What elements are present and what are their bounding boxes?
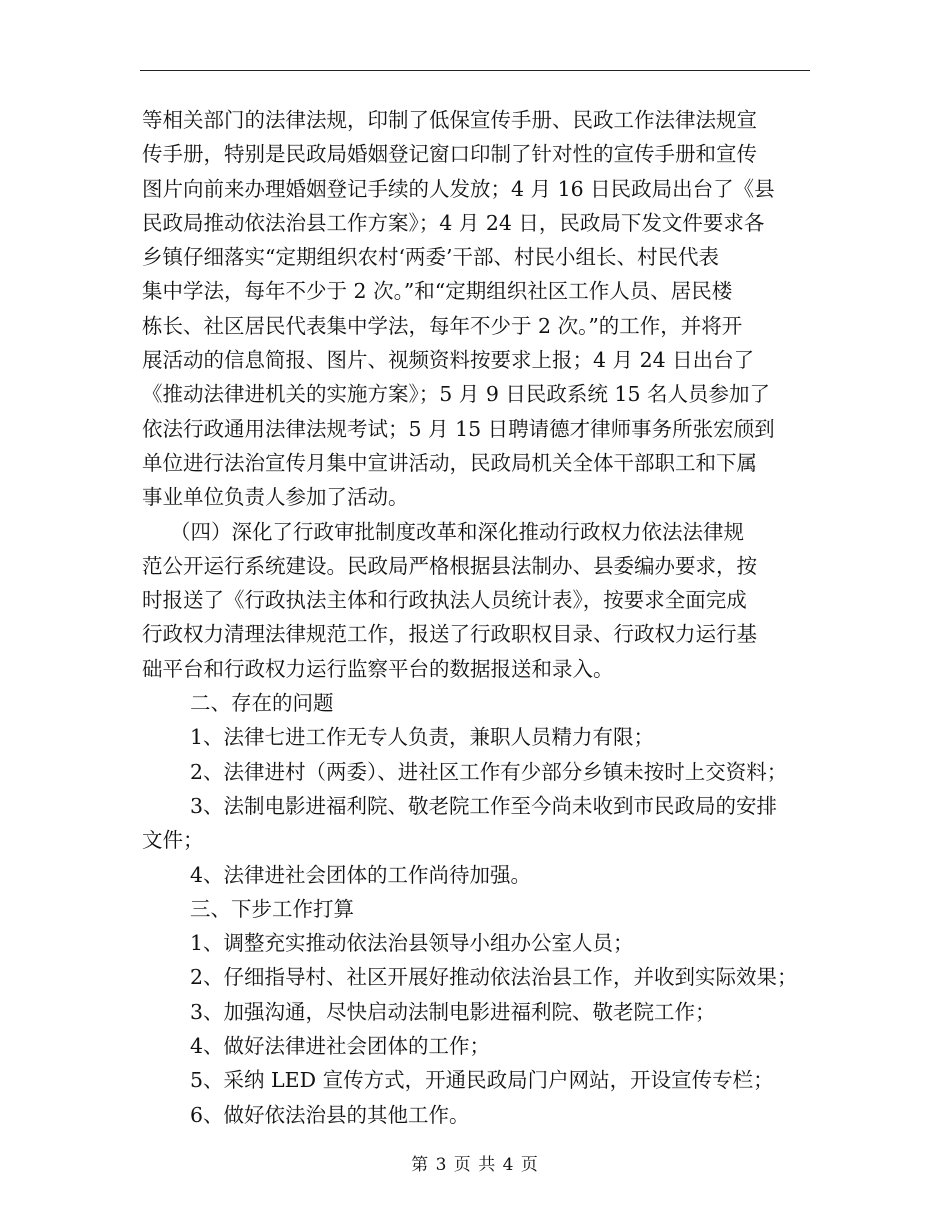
text-line: 3、加强沟通，尽快启动法制电影进福利院、敬老院工作； <box>190 999 716 1024</box>
text-line: 事业单位负责人参加了活动。 <box>142 485 409 510</box>
text-line: 单位进行法治宣传月集中宣讲活动，民政局机关全体干部职工和下属 <box>142 450 757 475</box>
text-line: 传手册，特别是民政局婚姻登记窗口印制了针对性的宣传手册和宣传 <box>142 142 757 167</box>
text-line: 5、采纳 LED 宣传方式，开通民政局门户网站，开设宣传专栏； <box>190 1068 774 1093</box>
text-line: 行政权力清理法律规范工作，报送了行政职权目录、行政权力运行基 <box>142 622 757 647</box>
text-line: 3、法制电影进福利院、敬老院工作至今尚未收到市民政局的安排 <box>190 793 778 818</box>
text-line: 集中学法，每年不少于 2 次。”和“定期组织社区工作人员、居民楼 <box>142 279 733 304</box>
text-line: 三、下步工作打算 <box>190 896 354 921</box>
document-body <box>142 103 810 1132</box>
text-line: 《推动法律进机关的实施方案》；5 月 9 日民政系统 15 名人员参加了 <box>142 382 771 407</box>
text-line: 乡镇仔细落实“定期组织农村‘两委’干部、村民小组长、村民代表 <box>142 245 720 270</box>
text-line: 文件； <box>142 828 204 853</box>
text-line: 4、做好法律进社会团体的工作； <box>190 1034 491 1059</box>
text-line: 依法行政通用法律法规考试；5 月 15 日聘请德才律师事务所张宏颀到 <box>142 416 775 441</box>
text-line: 1、法律七进工作无专人负责，兼职人员精力有限； <box>190 725 655 750</box>
text-line: 础平台和行政权力运行监察平台的数据报送和录入。 <box>142 656 614 681</box>
text-line: 6、做好依法治县的其他工作。 <box>190 1102 470 1127</box>
text-line: 二、存在的问题 <box>190 691 334 716</box>
text-line: 1、调整充实推动依法治县领导小组办公室人员； <box>190 931 634 956</box>
page-number: 第 3 页 共 4 页 <box>411 1155 539 1175</box>
header-rule <box>140 70 810 71</box>
text-line: 范公开运行系统建设。民政局严格根据县法制办、县委编办要求，按 <box>142 553 757 578</box>
text-line: 2、法律进村（两委）、进社区工作有少部分乡镇未按时上交资料； <box>190 759 788 784</box>
text-line: 民政局推动依法治县工作方案》；4 月 24 日，民政局下发文件要求各 <box>142 210 765 235</box>
text-line: 时报送了《行政执法主体和行政执法人员统计表》，按要求全面完成 <box>142 588 747 613</box>
text-line: 4、法律进社会团体的工作尚待加强。 <box>190 862 532 887</box>
text-line: 栋长、社区居民代表集中学法，每年不少于 2 次。”的工作，并将开 <box>142 313 743 338</box>
text-line: 等相关部门的法律法规，印制了低保宣传手册、民政工作法律法规宣 <box>142 108 757 132</box>
text-line: 图片向前来办理婚姻登记手续的人发放；4 月 16 日民政局出台了《县 <box>142 176 775 201</box>
text-line: 展活动的信息简报、图片、视频资料按要求上报；4 月 24 日出台了 <box>142 348 755 373</box>
text-line: 2、仔细指导村、社区开展好推动依法治县工作，并收到实际效果； <box>190 965 798 990</box>
text-line: （四）深化了行政审批制度改革和深化推动行政权力依法法律规 <box>170 519 744 544</box>
